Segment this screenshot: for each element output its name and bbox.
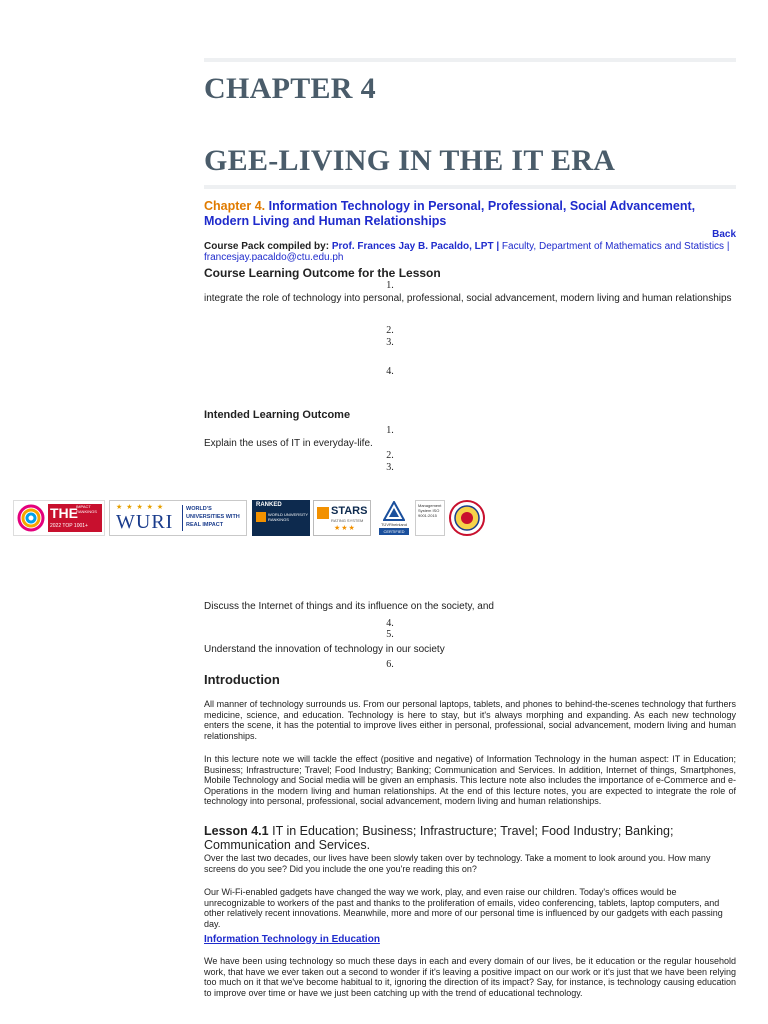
ilo-item-1: Explain the uses of IT in everyday-life.: [204, 438, 373, 449]
management-system-logo: [415, 500, 445, 536]
lesson-heading: [204, 824, 736, 852]
ilo-number-6: 6.: [386, 659, 394, 670]
the-logo-text: THE: [50, 505, 78, 521]
clo-heading: Course Learning Outcome for the Lesson: [204, 266, 441, 280]
clo-item-1: integrate the role of technology into personal, professional, social advancement, modern living and human relationships: [204, 293, 732, 304]
wuri-logo: [109, 500, 247, 536]
course-pack-author: Prof. Frances Jay B. Pacaldo, LPT |: [331, 241, 500, 252]
tuv-label: TÜVRheinland: [380, 522, 407, 527]
back-link[interactable]: Back: [712, 229, 736, 240]
wuri-stars: ★ ★ ★ ★ ★: [116, 504, 165, 511]
course-pack-email[interactable]: francesjay.pacaldo@ctu.edu.ph: [204, 252, 344, 263]
clo-number-3: 3.: [386, 337, 394, 348]
qs-ranked-caption: WORLD UNIVERSITY RANKINGS: [268, 512, 308, 522]
university-seal-logo: [449, 500, 485, 536]
clo-number-2: 2.: [386, 325, 394, 336]
course-title: GEE-LIVING IN THE IT ERA: [204, 144, 616, 177]
ilo-item-5: Understand the innovation of technology in our society: [204, 644, 445, 655]
stars-label: STARS: [331, 505, 368, 517]
the-logo-tag: 2022 TOP 1001+: [50, 523, 88, 529]
introduction-heading: Introduction: [204, 672, 280, 687]
qs-ranked-label: RANKED: [256, 502, 282, 508]
qs-ranked-logo: [252, 500, 310, 536]
clo-number-1: 1.: [386, 280, 394, 291]
chapter-heading-text: Information Technology in Personal, Professional, Social Advancement, Modern Living and Human Relationships: [204, 199, 696, 228]
stars-sub: RATING SYSTEM: [331, 518, 364, 523]
title-divider: [204, 185, 736, 189]
ilo-number-2: 2.: [386, 450, 394, 461]
course-pack-credit: [204, 241, 736, 263]
ilo-number-5: 5.: [386, 629, 394, 640]
lesson-paragraph-3: We have been using technology so much these days in each and every domain of our lives, be it education or the regular household work, that have we ever taken out a second to wonder if it's leaving a positive impact on our work or it's just that we have been relying too much on it that we've become habitual to it, ignoring the direction of its impact? Say, for instance, is technology causing education to improve over time or have we just been catching up with the trend of educational technology.: [204, 956, 736, 998]
ilo-number-4: 4.: [386, 618, 394, 629]
introduction-paragraph-2: In this lecture note we will tackle the effect (positive and negative) of Information Technology in the human aspect: IT in Education; Business; Infrastructure; Travel; Food Industry; Banking; Communication and Services. In addition, Internet of things, Smartphones, Mobile Technology and Social media will be given an emphasis. This lecture note also includes the importance of e-Commerce and e-Operations in the modern living and human relationships. At the end of this lecture notes, you are expected to integrate the role of technology into personal, professional, social advancement, modern living and human relationships.: [204, 754, 736, 806]
the-logo-sub: IMPACT RANKINGS: [76, 504, 97, 514]
ilo-item-3: Discuss the Internet of things and its influence on the society, and: [204, 601, 494, 612]
course-pack-affiliation: Faculty, Department of Mathematics and Statistics |: [501, 241, 730, 252]
top-divider: [204, 58, 736, 62]
course-pack-label: Course Pack compiled by:: [204, 241, 330, 252]
qs-stars-logo: [313, 500, 371, 536]
ilo-number-1: 1.: [386, 425, 394, 436]
the-impact-rankings-logo: [13, 500, 105, 536]
tuv-triangle-icon: [383, 501, 405, 521]
chapter-title: CHAPTER 4: [204, 72, 376, 105]
lesson-title: IT in Education; Business; Infrastructure; Travel; Food Industry; Banking; Communication and Services.: [204, 824, 674, 852]
tuv-cert: CERTIFIED: [383, 529, 405, 534]
chapter-subtitle: [204, 199, 736, 229]
lesson-label: Lesson 4.1: [204, 824, 269, 838]
introduction-paragraph-1: All manner of technology surrounds us. From our personal laptops, tablets, and phones to behind-the-scenes technology that furthers medicine, science, and education. Technology is here to stay, but it's always morphing and expanding. As each new technology enters the scene, it has the potential to improve lives either in personal, professional, social advancement, modern living and human relationships.: [204, 699, 736, 741]
wuri-name: WURI: [116, 511, 174, 533]
clo-number-4: 4.: [386, 366, 394, 377]
university-seal-icon: [449, 500, 485, 536]
wuri-caption: WORLD'S UNIVERSITIES WITH REAL IMPACT: [186, 506, 240, 528]
tuv-rheinland-logo: [376, 500, 412, 536]
management-system-text: Management System ISO 9001:2015: [418, 503, 442, 518]
lesson-paragraph-1: Over the last two decades, our lives have been slowly taken over by technology. Take a moment to look around you. How many screens do you see? Did you include the one you're reading this on?: [204, 853, 711, 874]
ilo-heading: Intended Learning Outcome: [204, 409, 351, 421]
it-in-education-link[interactable]: Information Technology in Education: [204, 934, 380, 945]
stars-rating-icon: ★★★: [334, 525, 356, 532]
lesson-paragraph-2: Our Wi-Fi-enabled gadgets have changed the way we work, play, and even raise our children. Today's offices would be unrecognizable to workers of the past and thanks to the proliferation of emails, video conferencing, tablets, laptop computers, and other relatively recent innovations. Meanwhile, more and more of our personal time is influenced by our gadgets with each passing day.: [204, 887, 723, 929]
the-rainbow-ring-icon: [16, 503, 46, 533]
chapter-prefix: Chapter 4.: [204, 199, 266, 213]
ilo-number-3: 3.: [386, 462, 394, 473]
